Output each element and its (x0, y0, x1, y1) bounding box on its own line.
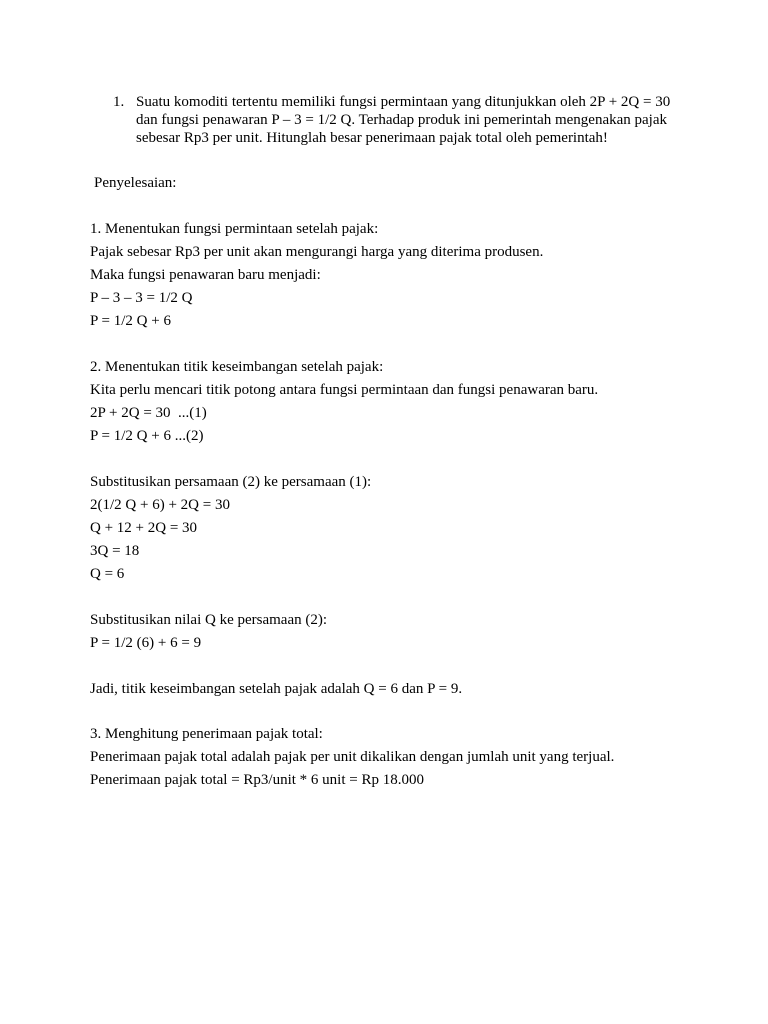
equation-line: 2(1/2 Q + 6) + 2Q = 30 (90, 497, 230, 513)
equation-line: Q = 6 (90, 566, 125, 582)
equation-line: Q + 12 + 2Q = 30 (90, 520, 198, 536)
text-line: Penerimaan pajak total adalah pajak per unit dikalikan dengan jumlah unit yang terjual. (90, 749, 615, 765)
text-line: Maka fungsi penawaran baru menjadi: (90, 267, 321, 283)
equation-line: P = 1/2 (6) + 6 = 9 (90, 635, 202, 651)
result-line: Penerimaan pajak total = Rp3/unit * 6 unit = Rp 18.000 (90, 772, 424, 788)
step-3-heading: 3. Menghitung penerimaan pajak total: (90, 726, 323, 742)
question-number: 1. (113, 94, 125, 110)
question-text (136, 93, 696, 147)
equation-line: P – 3 – 3 = 1/2 Q (90, 290, 193, 306)
question-line: sebesar Rp3 per unit. Hitunglah besar penerimaan pajak total oleh pemerintah! (136, 130, 608, 146)
equation-line: P = 1/2 Q + 6 (90, 313, 171, 329)
equation-line: 3Q = 18 (90, 543, 140, 559)
solution-heading: Penyelesaian: (94, 175, 177, 191)
step-1-heading: 1. Menentukan fungsi permintaan setelah pajak: (90, 221, 379, 237)
step-2-heading: 2. Menentukan titik keseimbangan setelah pajak: (90, 359, 384, 375)
question-line: Suatu komoditi tertentu memiliki fungsi permintaan yang ditunjukkan oleh 2P + 2Q = 30 (136, 94, 671, 110)
conclusion-line: Jadi, titik keseimbangan setelah pajak adalah Q = 6 dan P = 9. (90, 681, 463, 697)
question-line: dan fungsi penawaran P – 3 = 1/2 Q. Terhadap produk ini pemerintah mengenakan pajak (136, 112, 668, 128)
text-line: Substitusikan persamaan (2) ke persamaan (1): (90, 474, 372, 490)
equation-line: P = 1/2 Q + 6 ...(2) (90, 428, 204, 444)
equation-line: 2P + 2Q = 30 ...(1) (90, 405, 207, 421)
text-line: Pajak sebesar Rp3 per unit akan mengurangi harga yang diterima produsen. (90, 244, 544, 260)
text-line: Kita perlu mencari titik potong antara fungsi permintaan dan fungsi penawaran baru. (90, 382, 599, 398)
text-line: Substitusikan nilai Q ke persamaan (2): (90, 612, 328, 628)
